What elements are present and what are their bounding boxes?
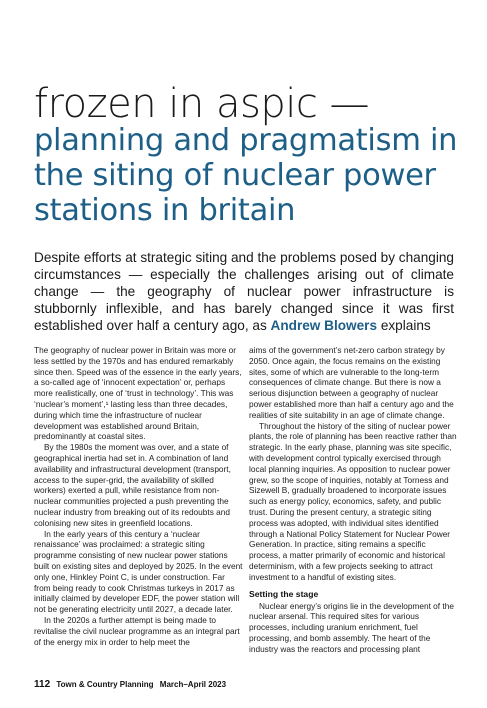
- body-paragraph: In the 2020s a further attempt is being made to revitalise the civil nuclear programme as an integral part of the energy mix in order to help meet the: [34, 614, 240, 647]
- issue-date: March–April 2023: [159, 680, 227, 689]
- body-paragraph: aims of the government’s net-zero carbon strategy by 2050. Once again, the focus remains on the existing sites, some of which are vulnerable to the long-term consequences of climate change. But there is now a serious disjunction between a geography of nuclear power established more than half a century ago and the realities of site suitability in an age of climate change.: [249, 345, 454, 420]
- standfirst-text: Despite efforts at strategic siting and the problems posed by changing circumstances — especially the challenges arising out of climate change — the geography of nuclear power infrastructure is stubbornly inflexible, and has barely changed since it was first established over half a century ago, as: [34, 250, 454, 333]
- page-footer: [34, 680, 226, 690]
- body-paragraph: By the 1980s the moment was over, and a state of geographical inertia had set in. A combination of land availability and infrastructural development (transport, access to the super-grid, the availability of skilled workers) exerted a pull, while resistance from non-nuclear communities projected a push preventing the nuclear industry from breaking out of its redoubts and colonising new sites in greenfield locations.: [34, 442, 231, 528]
- standfirst: [34, 249, 454, 334]
- body-column-left: [34, 345, 243, 647]
- article-title: frozen in aspic —: [34, 81, 370, 127]
- body-paragraph: In the early years of this century a ‘nuclear renaissance’ was proclaimed: a strategic siting programme consisting of new nuclear power stations built on existing sites and deployed by 2025. In the event only one, Hinkley Point C, is under construction. Far from being ready to cook Christmas turkeys in 2017 as initially claimed by developer EDF, the power station will not be generating electricity until 2027, a decade later.: [34, 528, 243, 615]
- body-paragraph: Throughout the history of the siting of nuclear power plants, the role of planning has been reactive rather than strategic. In the early phase, planning was site specific, with development control typically exercised through local planning inquiries. As opposition to nuclear power grew, so the scope of inquiries, notably at Torness and Sizewell B, gradually broadened to incorporate issues such as energy policy, economics, safety, and public trust. During the present century, a strategic siting process was adopted, with individual sites identified through a National Policy Statement for Nuclear Power Generation. In practice, siting remains a specific process, a matter primarily of economic and historical determinism, with a few projects seeking to attract investment to a handful of existing sites.: [249, 420, 457, 582]
- page-number: 112: [34, 679, 51, 690]
- body-column-right: [249, 345, 458, 655]
- article-subtitle: planning and pragmatism in the siting of nuclear power stations in britain: [34, 123, 458, 228]
- section-heading: Setting the stage: [249, 588, 319, 599]
- author-name: Andrew Blowers: [270, 318, 378, 333]
- standfirst-tail: explains: [377, 318, 431, 333]
- magazine-name: Town & Country Planning: [56, 680, 154, 689]
- body-paragraph: Nuclear energy’s origins lie in the development of the nuclear arsenal. This required sites for various processes, including uranium enrichment, fuel processing, and bomb assembly. The heart of the industry was the reactors and processing plant: [249, 600, 454, 654]
- body-paragraph: The geography of nuclear power in Britain was more or less settled by the 1970s and has endured remarkably since then. Speed was of the essence in the early years, a so-called age of ‘innocent expectation’ or, perhaps more realistically, one of ‘trust in technology’. This was ‘nuclear’s moment’,¹ lasting less than three decades, during which time the infrastructure of nuclear development was established around Britain, predominantly at coastal sites.: [34, 345, 242, 442]
